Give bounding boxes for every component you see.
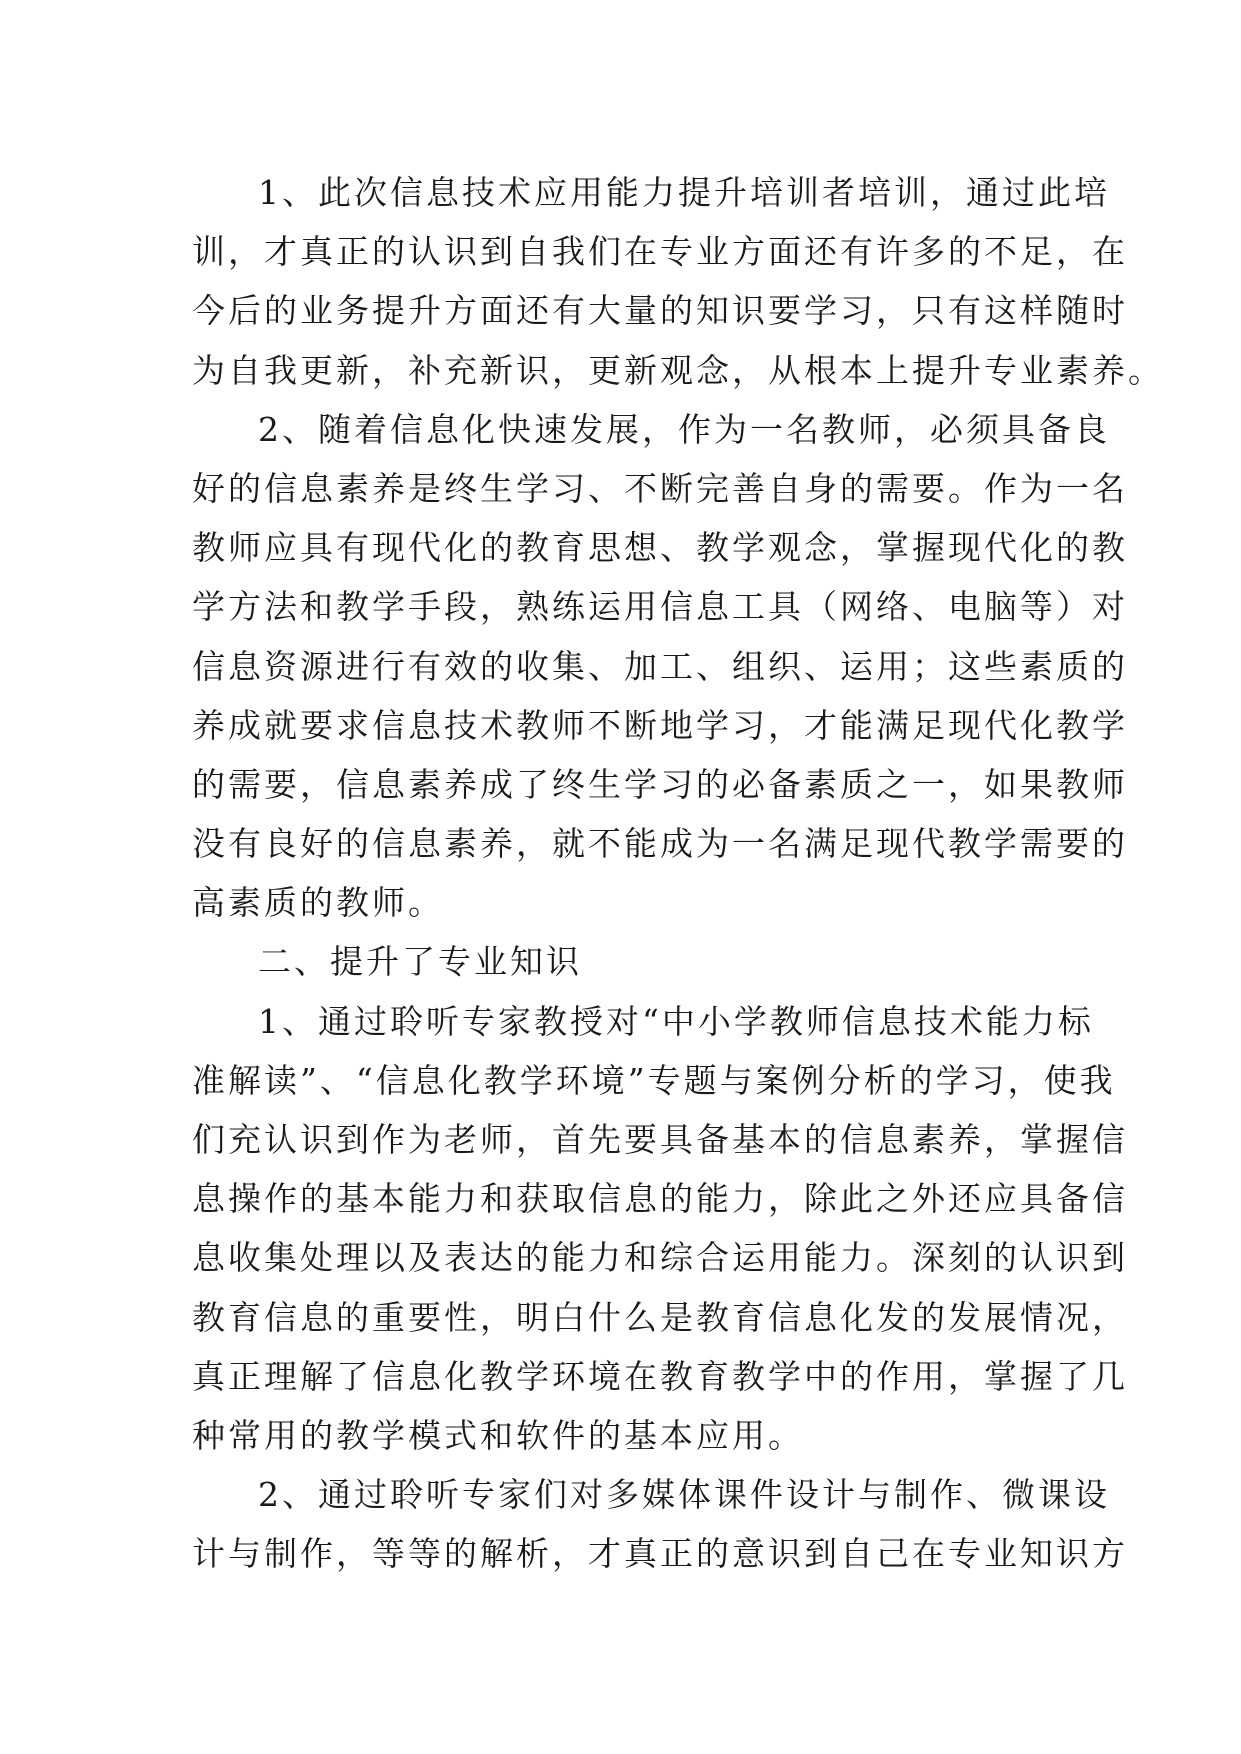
text-line: 2、随着信息化快速发展，作为一名教师，必须具备良 bbox=[258, 409, 1110, 449]
text-line: 为自我更新，补充新识，更新观念，从根本上提升专业素养。 bbox=[192, 350, 1164, 390]
text-line: 真正理解了信息化教学环境在教育教学中的作用，掌握了几 bbox=[192, 1356, 1128, 1396]
text-line: 1、通过聆听专家教授对“中小学教师信息技术能力标 bbox=[258, 1001, 1094, 1041]
document-body bbox=[192, 163, 1164, 1584]
text-line: 息操作的基本能力和获取信息的能力，除此之外还应具备信 bbox=[192, 1179, 1128, 1219]
text-line: 今后的业务提升方面还有大量的知识要学习，只有这样随时 bbox=[192, 291, 1128, 331]
text-line: 养成就要求信息技术教师不断地学习，才能满足现代化教学 bbox=[192, 705, 1128, 745]
text-line: 1、此次信息技术应用能力提升培训者培训，通过此培 bbox=[258, 173, 1110, 212]
text-line: 教师应具有现代化的教育思想、教学观念，掌握现代化的教 bbox=[192, 528, 1128, 568]
text-line: 信息资源进行有效的收集、加工、组织、运用；这些素质的 bbox=[192, 646, 1128, 686]
text-line: 二、提升了专业知识 bbox=[258, 942, 582, 982]
text-line: 没有良好的信息素养，就不能成为一名满足现代教学需要的 bbox=[192, 824, 1128, 864]
text-line: 的需要，信息素养成了终生学习的必备素质之一，如果教师 bbox=[192, 764, 1128, 804]
text-line: 学方法和教学手段，熟练运用信息工具（网络、电脑等）对 bbox=[192, 587, 1128, 627]
text-line: 息收集处理以及表达的能力和综合运用能力。深刻的认识到 bbox=[192, 1238, 1128, 1278]
text-line: 训，才真正的认识到自我们在专业方面还有许多的不足，在 bbox=[192, 232, 1128, 272]
text-line: 计与制作，等等的解析，才真正的意识到自己在专业知识方 bbox=[192, 1534, 1128, 1574]
text-line: 高素质的教师。 bbox=[192, 883, 444, 923]
text-line: 种常用的教学模式和软件的基本应用。 bbox=[192, 1415, 804, 1455]
text-line: 2、通过聆听专家们对多媒体课件设计与制作、微课设 bbox=[258, 1475, 1110, 1515]
text-line: 教育信息的重要性，明白什么是教育信息化发的发展情况， bbox=[192, 1297, 1128, 1337]
text-line: 准解读”、“信息化教学环境”专题与案例分析的学习，使我 bbox=[192, 1060, 1116, 1100]
text-line: 好的信息素养是终生学习、不断完善自身的需要。作为一名 bbox=[192, 468, 1128, 508]
text-line: 们充认识到作为老师，首先要具备基本的信息素养，掌握信 bbox=[192, 1120, 1128, 1159]
